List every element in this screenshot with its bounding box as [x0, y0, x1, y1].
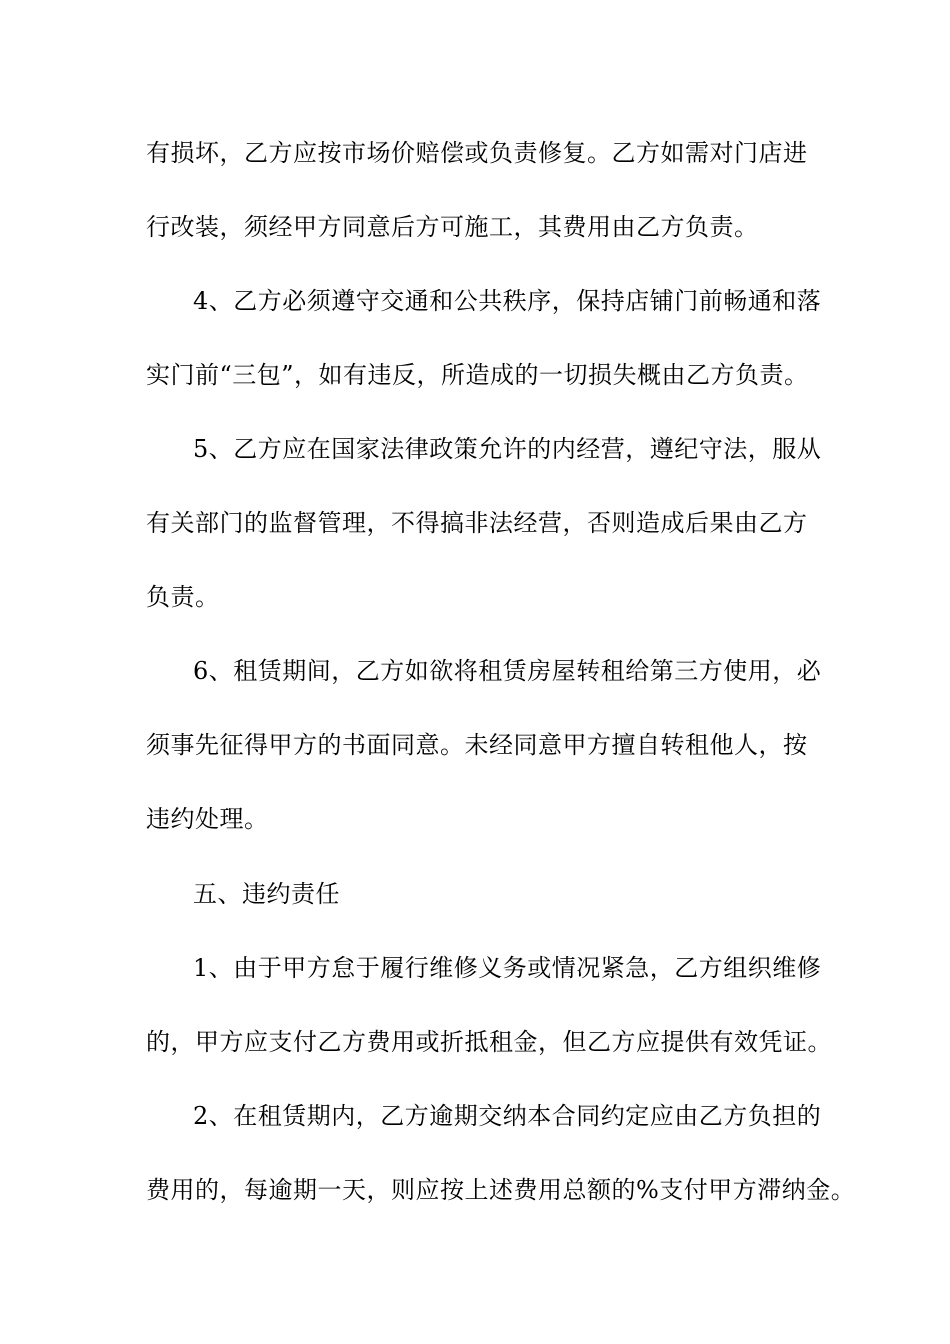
text-line-9: 须事先征得甲方的书面同意。未经同意甲方擅自转租他人，按 [146, 731, 808, 759]
text-line-13: 的，甲方应支付乙方费用或折抵租金，但乙方应提供有效凭证。 [146, 1028, 832, 1056]
text-line-12: 1、由于甲方怠于履行维修义务或情况紧急，乙方组织维修 [193, 954, 822, 982]
text-line-3: 4、乙方必须遵守交通和公共秩序，保持店铺门前畅通和落 [193, 287, 822, 315]
text-line-10: 违约处理。 [146, 805, 269, 833]
text-line-5: 5、乙方应在国家法律政策允许的内经营，遵纪守法，服从 [193, 435, 822, 463]
text-line-2: 行改装，须经甲方同意后方可施工，其费用由乙方负责。 [146, 213, 759, 241]
section-heading: 五、违约责任 [193, 880, 340, 908]
text-line-7: 负责。 [146, 583, 220, 611]
text-line-6: 有关部门的监督管理，不得搞非法经营，否则造成后果由乙方 [146, 509, 808, 537]
text-line-1: 有损坏，乙方应按市场价赔偿或负责修复。乙方如需对门店进 [146, 139, 808, 167]
text-line-14: 2、在租赁期内，乙方逾期交纳本合同约定应由乙方负担的 [193, 1102, 822, 1130]
text-line-4: 实门前“三包”，如有违反，所造成的一切损失概由乙方负责。 [146, 361, 809, 389]
text-line-8: 6、租赁期间，乙方如欲将租赁房屋转租给第三方使用，必 [193, 657, 822, 685]
text-line-15: 费用的，每逾期一天，则应按上述费用总额的%支付甲方滞纳金。 [146, 1176, 856, 1204]
